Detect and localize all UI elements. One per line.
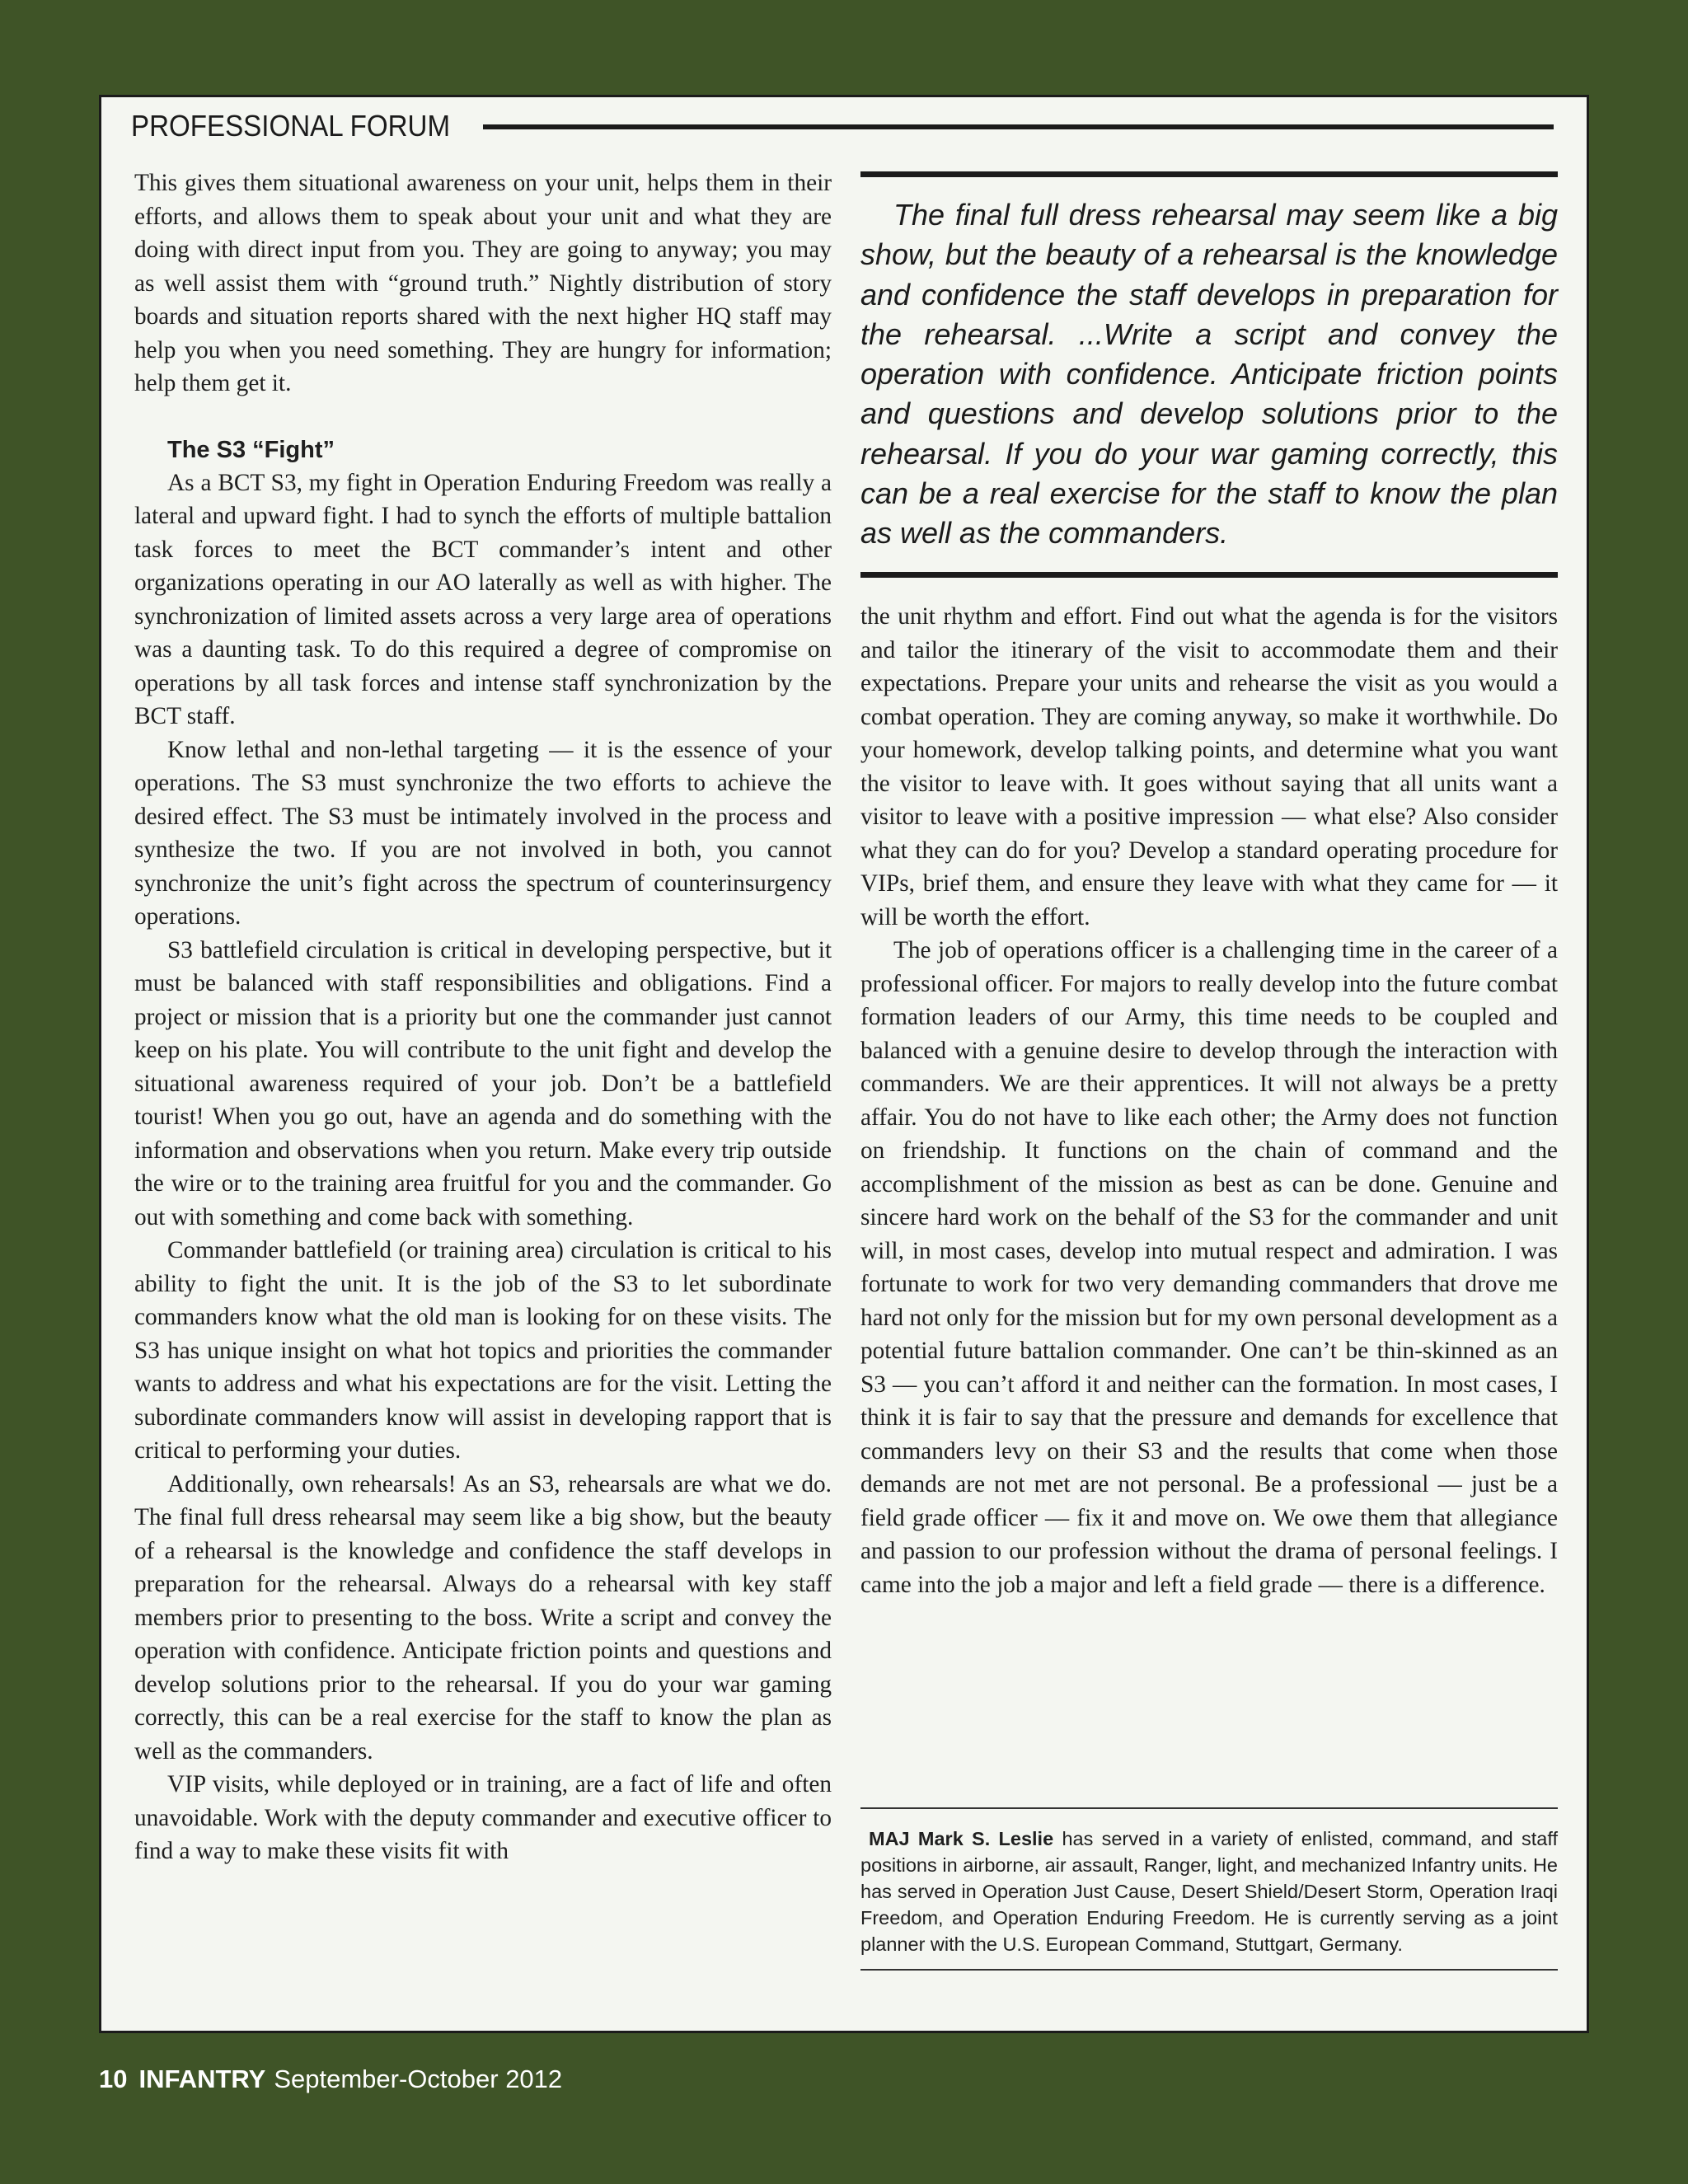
- subheading: The S3 “Fight”: [167, 436, 335, 463]
- page-number: 10: [99, 2064, 128, 2093]
- bio-bottom-rule: [860, 1969, 1558, 1971]
- bio-top-rule: [860, 1807, 1558, 1809]
- left-column: [134, 166, 832, 1868]
- section-title: PROFESSIONAL FORUM: [131, 109, 451, 143]
- paragraph: The job of operations officer is a challenging time in the career of a professional officer. For majors to really develop into the future combat formation leaders of our Army, this time needs to be coupled and balanced with a genuine desire to develop through the interaction with commanders. We are their apprentices. It will not always be a pretty affair. You do not have to like each other; the Army does not function on friendship. It functions on the chain of command and the accomplishment of the mission as best as can be done. Genuine and sincere hard work on the behalf of the S3 for the commander and unit will, in most cases, develop into mutual respect and admiration. I was fortunate to work for two very demanding commanders that drove me hard not only for the mission but for my own personal development as a potential future battalion commander. One can’t be thin-skinned as an S3 — you can’t afford it and neither can the formation. In most cases, I think it is fair to say that the pressure and demands for excellence that commanders levy on their S3 and the results that come when those demands are not met are not personal. Be a professional — just be a field grade officer — fix it and move on. We owe them that allegiance and passion to our profession without the drama of personal feelings. I came into the job a major and left a field grade — there is a difference.: [860, 937, 1558, 1598]
- pull-quote-bottom-rule: [860, 572, 1558, 578]
- issue-date: September-October 2012: [274, 2064, 563, 2093]
- paragraph: As a BCT S3, my fight in Operation Enduring Freedom was really a lateral and upward fight. I had to synch the efforts of multiple battalion task forces to meet the BCT commander’s intent and other organizations operating in our AO laterally as well as with higher. The synchronization of limited assets across a very large area of operations was a daunting task. To do this required a degree of compromise on operations by all task forces and intense staff synchronization by the BCT staff.: [134, 469, 832, 729]
- header-rule: [483, 124, 1554, 129]
- paragraph: the unit rhythm and effort. Find out what the agenda is for the visitors and tailor the itinerary of the visit to accommodate them and their expectations. Prepare your units and rehearse the visit as you would a combat operation. They are coming anyway, so make it worthwhile. Do your homework, develop talking points, and determine what you want the visitor to leave with. It goes without saying that all units want a visitor to leave with a positive impression — what else? Also consider what they can do for you? Develop a standard operating procedure for VIPs, brief them, and ensure they leave with what they came for — it will be worth the effort.: [860, 603, 1558, 930]
- paragraph: Commander battlefield (or training area) circulation is critical to his ability to fight the unit. It is the job of the S3 to let subordinate commanders know what the old man is looking for on these visits. The S3 has unique insight on what hot topics and priorities the commander wants to address and what his expectations are for the visit. Letting the subordinate commanders know will assist in developing rapport that is critical to performing your duties.: [134, 1237, 832, 1464]
- pull-quote-text: The final full dress rehearsal may seem like a big show, but the beauty of a rehearsal is the knowledge and confidence the staff develops in preparation for the rehearsal. ...Write a script and convey the operation with confidence. Anticipate friction points and questions and develop solutions prior to the rehearsal. If you do your war gaming correctly, this can be a real exercise for the staff to know the plan as well as the commanders.: [860, 198, 1558, 551]
- paragraph: Know lethal and non-lethal targeting — it is the essence of your operations. The S3 must synchronize the two efforts to achieve the desired effect. The S3 must be intimately involved in the process and synthesize the two. If you are not involved in both, you cannot synchronize the unit’s fight across the spectrum of counterinsurgency operations.: [134, 736, 832, 930]
- page-footer: [99, 2064, 562, 2094]
- paragraph: VIP visits, while deployed or in training, are a fact of life and often unavoidable. Work with the deputy commander and executive officer to find a way to make these visits fit with: [134, 1771, 832, 1864]
- publication-name: INFANTRY: [138, 2064, 266, 2093]
- bio-text: [860, 1825, 1558, 1957]
- bio-description: has served in a variety of enlisted, command, and staff positions in airborne, air assault, Ranger, light, and mechanized Infantry units. He has served in Operation Just Cause, Desert Shield/Desert Storm, Operation Iraqi Freedom, and Operation Enduring Freedom. He is currently serving as a joint planner with the U.S. European Command, Stuttgart, Germany.: [860, 1828, 1558, 1955]
- paragraph: S3 battlefield circulation is critical in developing perspective, but it must be balanced with staff responsibilities and obligations. Find a project or mission that is a priority but one the commander just cannot keep on his plate. You will contribute to the unit fight and develop the situational awareness required of your job. Don’t be a battlefield tourist! When you go out, have an agenda and do something with the information and observations when you return. Make every trip outside the wire or to the training area fruitful for you and the commander. Go out with something and come back with something.: [134, 936, 832, 1230]
- author-name: MAJ Mark S. Leslie: [869, 1828, 1054, 1849]
- pull-quote-top-rule: [860, 171, 1558, 177]
- author-bio: [860, 1807, 1558, 1971]
- paragraph: Additionally, own rehearsals! As an S3, rehearsals are what we do. The final full dress rehearsal may seem like a big show, but the beauty of a rehearsal is the knowledge and confidence the staff develops in preparation for the rehearsal. Always do a rehearsal with key staff members prior to presenting to the boss. Write a script and convey the operation with confidence. Anticipate friction points and questions and develop solutions prior to the rehearsal. If you do your war gaming correctly, this can be a real exercise for the staff to know the plan as well as the commanders.: [134, 1470, 832, 1765]
- paragraph: This gives them situational awareness on your unit, helps them in their efforts, and allows them to speak about your unit and what they are doing with direct input from you. They are going to anyway; you may as well assist them with “ground truth.” Nightly distribution of story boards and situation reports shared with the next higher HQ staff may help you when you need something. They are hungry for information; help them get it.: [134, 170, 832, 396]
- page: [99, 95, 1589, 2033]
- section-header: [131, 105, 1554, 147]
- pull-quote: [860, 171, 1558, 578]
- right-column: [860, 600, 1558, 1601]
